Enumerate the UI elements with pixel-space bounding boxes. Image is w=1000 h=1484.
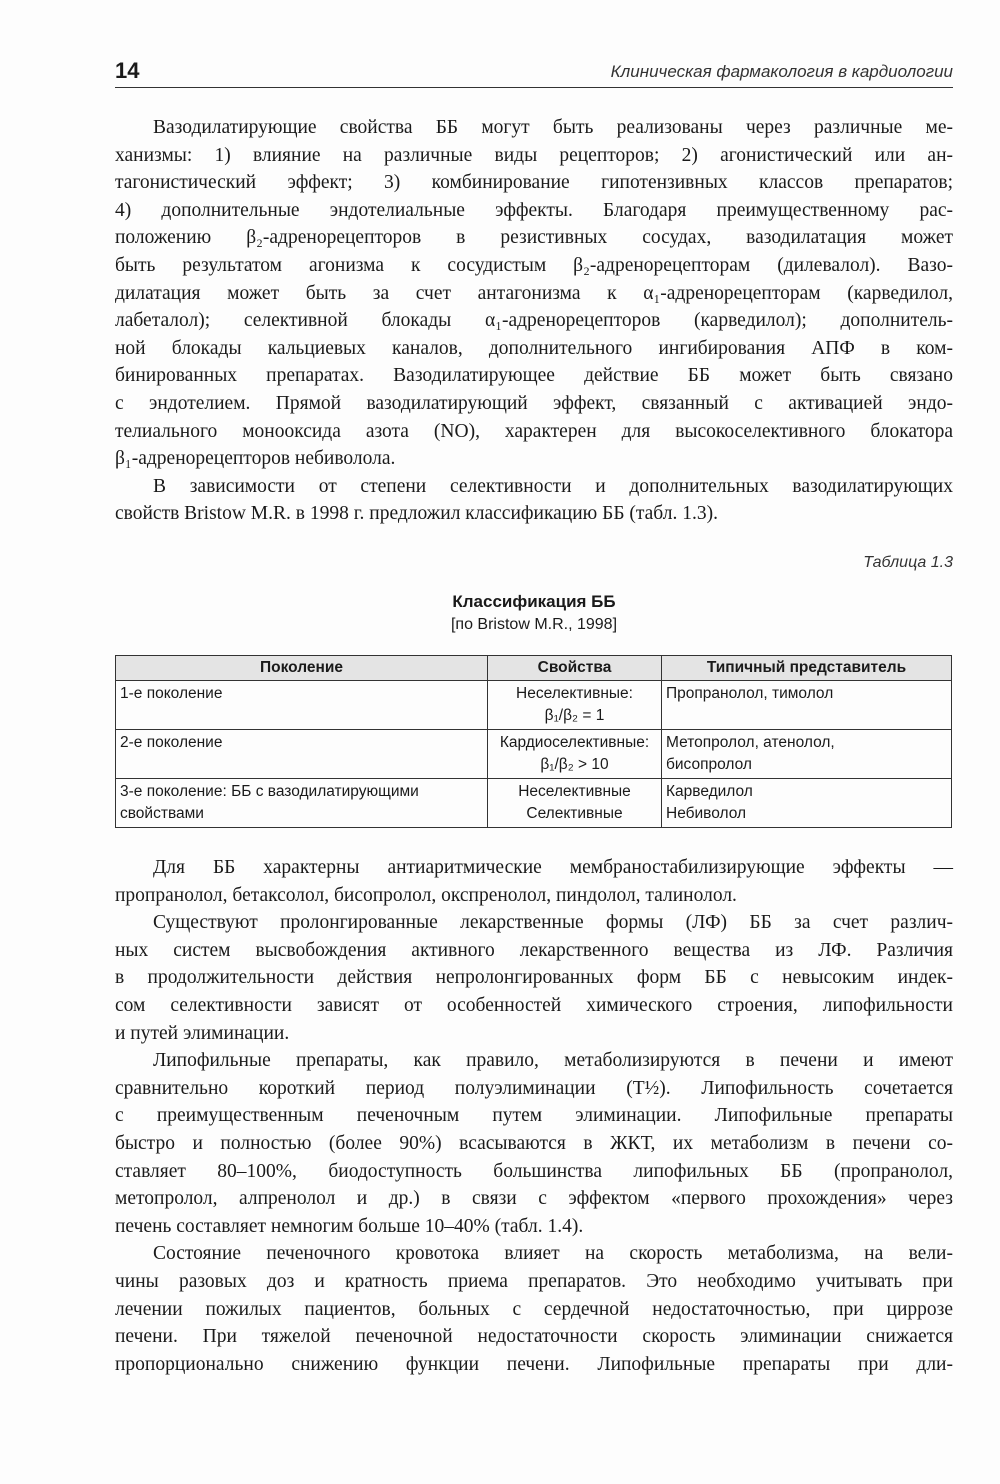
cell bbox=[488, 730, 662, 779]
text-line: чины разовых доз и кратность приема препаратов. Это необходимо учитывать при bbox=[115, 1270, 953, 1292]
text-line: Состояние печеночного кровотока влияет на скорость метаболизма, на вели- bbox=[153, 1243, 953, 1265]
classification-table bbox=[115, 655, 952, 828]
header-generation: Поколение bbox=[116, 656, 488, 681]
text-line: ных систем высвобождения активного лекарственного вещества из ЛФ. Различия bbox=[115, 939, 953, 961]
cell-line: Небиволол bbox=[666, 805, 747, 822]
text-line: положению β₂-адренорецепторов в резистивных сосудах, вазодилатация может bbox=[115, 227, 953, 249]
text-line: с эндотелием. Прямой вазодилатирующий эффект, связанный с активацией эндо- bbox=[115, 392, 953, 414]
table-row bbox=[116, 730, 952, 779]
cell-line: бисопролол bbox=[666, 756, 752, 773]
table-header-row bbox=[116, 656, 952, 681]
cell-line: β₁/β₂ = 1 bbox=[544, 707, 605, 724]
text-line: метопролол, алпренолол и др.) в связи с эффектом «первого прохождения» через bbox=[115, 1188, 953, 1210]
cell bbox=[488, 779, 662, 828]
cell-line: Неселективные bbox=[518, 783, 631, 800]
cell bbox=[662, 681, 952, 730]
cell-line: β₁/β₂ > 10 bbox=[540, 756, 609, 773]
cell-line: Метопролол, атенолол, bbox=[666, 734, 835, 751]
body-text-top bbox=[115, 114, 953, 528]
running-title: Клиническая фармакология в кардиологии bbox=[610, 62, 953, 81]
text-line: с преимущественным печеночным путем элиминации. Липофильные препараты bbox=[115, 1105, 953, 1127]
body-text-bottom bbox=[115, 854, 953, 1378]
cell bbox=[488, 681, 662, 730]
header-rule bbox=[115, 87, 953, 88]
cell-line: Селективные bbox=[526, 805, 623, 822]
text-line: лечении пожилых пациентов, больных с сердечной недостаточностью, при циррозе bbox=[115, 1298, 953, 1320]
text-line: пропранолол, бетаксолол, бисопролол, окспренолол, пиндолол, талинолол. bbox=[115, 884, 737, 906]
text-line: Для ББ характерны антиаритмические мембраностабилизирующие эффекты — bbox=[153, 857, 953, 878]
text-line: быть результатом агонизма к сосудистым β₂-адренорецепторам (дилевалол). Вазо- bbox=[115, 254, 953, 276]
text-line: лабеталол); селективной блокады α₁-адренорецепторов (карведилол); дополнитель- bbox=[115, 310, 953, 332]
text-line: печень составляет немногим больше 10–40% (табл. 1.4). bbox=[115, 1215, 584, 1237]
text-line: ханизмы: 1) влияние на различные виды рецепторов; 2) агонистический или ан- bbox=[115, 144, 953, 166]
table-caption: Таблица 1.3 bbox=[863, 554, 953, 571]
cell: 1-е поколение bbox=[116, 681, 488, 730]
cell-line: Неселективные: bbox=[516, 685, 633, 702]
text-line: Липофильные препараты, как правило, метаболизируются в печени и имеют bbox=[153, 1050, 953, 1072]
text-line: β₁-адренорецепторов небиволола. bbox=[115, 448, 396, 470]
header-properties: Свойства bbox=[488, 656, 662, 681]
text-line: печени. При тяжелой печеночной недостаточности скорость элиминации снижается bbox=[115, 1326, 953, 1348]
cell: 2-е поколение bbox=[116, 730, 488, 779]
cell bbox=[662, 779, 952, 828]
text-line: сом селективности зависят от особенностей химического строения, липофильности bbox=[115, 994, 953, 1016]
cell-line: Карведилол bbox=[666, 783, 753, 800]
text-line: телиального монооксида азота (NO), характерен для высокоселективного блокатора bbox=[115, 420, 953, 442]
page-number: 14 bbox=[115, 58, 140, 83]
text-line: тагонистический эффект; 3) комбинирование гипотензивных классов препаратов; bbox=[115, 172, 953, 194]
text-line: пропорционально снижению функции печени. Липофильные препараты при дли- bbox=[115, 1353, 953, 1375]
text-line: 4) дополнительные эндотелиальные эффекты. Благодаря преимущественному рас- bbox=[115, 199, 953, 221]
text-line: ной блокады кальциевых каналов, дополнительного ингибирования АПФ в ком- bbox=[115, 337, 953, 359]
text-line: Вазодилатирующие свойства ББ могут быть реализованы через различные ме- bbox=[153, 117, 953, 138]
text-line: бинированных препаратах. Вазодилатирующее действие ББ может быть связано bbox=[115, 365, 953, 387]
text-line: в продолжительности действия непролонгированных форм ББ с невысоким индек- bbox=[115, 967, 953, 989]
cell bbox=[662, 730, 952, 779]
cell: 3-е поколение: ББ с вазодилатирующими свойствами bbox=[116, 779, 488, 828]
table-row bbox=[116, 681, 952, 730]
text-line: В зависимости от степени селективности и дополнительных вазодилатирующих bbox=[153, 475, 953, 497]
text-line: Существуют пролонгированные лекарственные формы (ЛФ) ББ за счет различ- bbox=[153, 912, 953, 934]
text-line: быстро и полностью (более 90%) всасываются в ЖКТ, их метаболизм в печени со- bbox=[115, 1132, 953, 1154]
text-line: и путей элиминации. bbox=[115, 1022, 290, 1044]
text-line: свойств Bristow M.R. в 1998 г. предложил классификацию ББ (табл. 1.3). bbox=[115, 503, 718, 525]
text-line: сравнительно короткий период полуэлиминации (T½). Липофильность сочетается bbox=[115, 1077, 953, 1099]
text-line: ставляет 80–100%, биодоступность большинства липофильных ББ (пропранолол, bbox=[115, 1160, 953, 1182]
table-subtitle: [по Bristow M.R., 1998] bbox=[450, 616, 618, 633]
text-line: дилатация может быть за счет антагонизма к α₁-адренорецепторам (карведилол, bbox=[115, 282, 953, 304]
table-row bbox=[116, 779, 952, 828]
cell-line: Пропранолол, тимолол bbox=[666, 685, 834, 702]
header-representative: Типичный представитель bbox=[662, 656, 952, 681]
cell-line: Кардиоселективные: bbox=[499, 734, 650, 751]
table-title: Классификация ББ bbox=[452, 592, 616, 611]
